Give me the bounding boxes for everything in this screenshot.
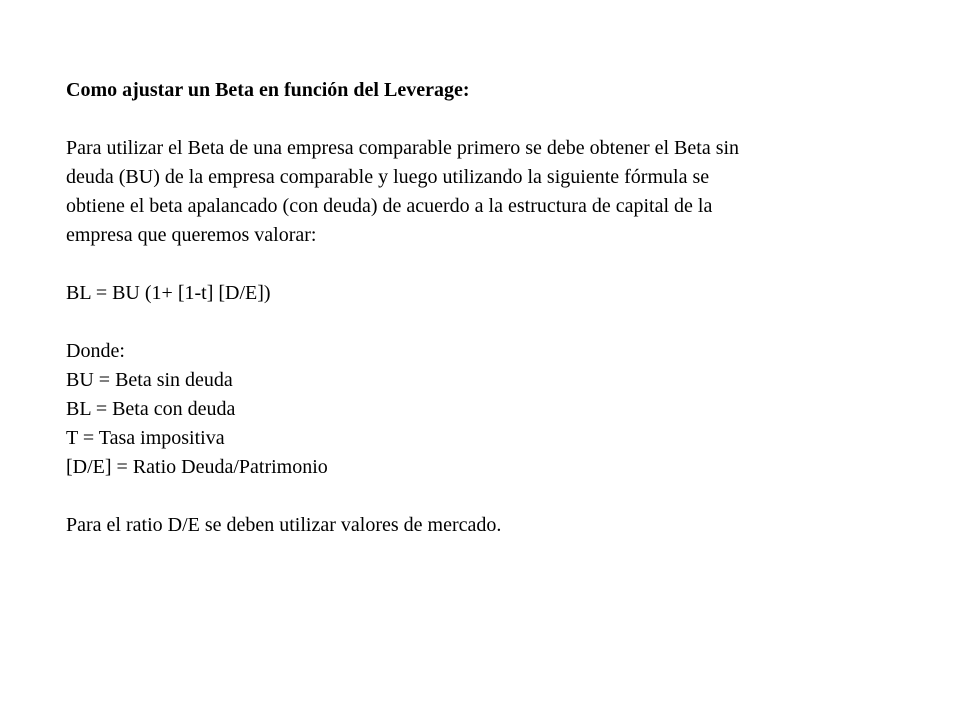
formula: BL = BU (1+ [1-t] [D/E]) <box>66 282 271 304</box>
spacer <box>66 308 896 337</box>
spacer <box>66 250 896 279</box>
spacer <box>66 105 896 134</box>
intro-line: Para utilizar el Beta de una empresa comparable primero se debe obtener el Beta sin <box>66 137 740 159</box>
market-values-note: Para el ratio D/E se deben utilizar valores de mercado. <box>66 514 502 536</box>
intro-line: deuda (BU) de la empresa comparable y luego utilizando la siguiente fórmula se <box>66 166 710 188</box>
definition-item: T = Tasa impositiva <box>66 427 225 449</box>
spacer <box>66 482 896 511</box>
definitions-heading: Donde: <box>66 340 125 362</box>
definition-item: [D/E] = Ratio Deuda/Patrimonio <box>66 456 328 478</box>
intro-line: empresa que queremos valorar: <box>66 224 317 246</box>
slide-content <box>66 76 896 540</box>
slide-title: Como ajustar un Beta en función del Leverage: <box>66 79 470 101</box>
definition-item: BU = Beta sin deuda <box>66 369 233 391</box>
definition-item: BL = Beta con deuda <box>66 398 236 420</box>
intro-line: obtiene el beta apalancado (con deuda) de acuerdo a la estructura de capital de la <box>66 195 713 217</box>
